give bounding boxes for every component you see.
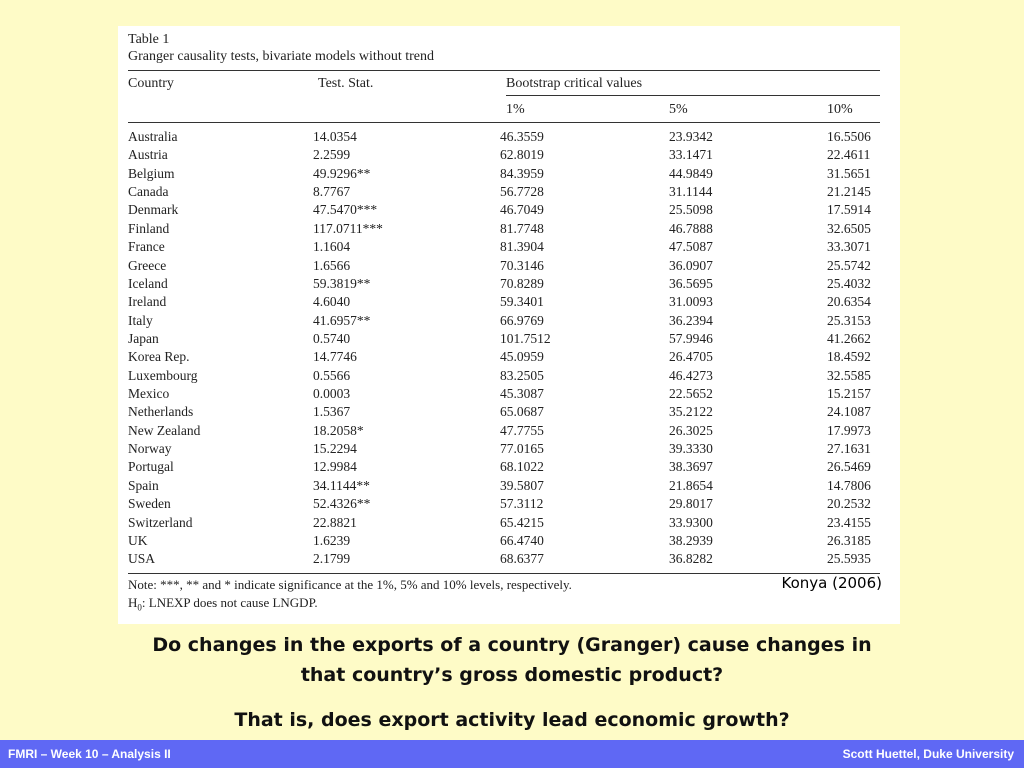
crit-10pct-cell: 25.3153: [827, 312, 871, 328]
test-stat-cell: 12.9984: [313, 459, 357, 475]
country-cell: France: [128, 239, 165, 255]
crit-1pct-cell: 45.0959: [500, 349, 544, 365]
country-cell: USA: [128, 551, 156, 567]
table-row: [118, 128, 900, 146]
crit-5pct-cell: 23.9342: [669, 129, 713, 144]
table-row: [118, 403, 900, 421]
test-stat-cell: 47.5470***: [313, 202, 378, 218]
table-row: [118, 257, 900, 275]
question-line-1: Do changes in the exports of a country (Granger) cause changes in: [152, 634, 872, 656]
crit-5pct-cell: 44.9849: [669, 165, 713, 181]
table-row: [118, 422, 900, 440]
crit-1pct-cell: 66.4740: [500, 532, 544, 548]
header-country: Country: [128, 76, 174, 91]
crit-1pct-cell: 65.4215: [500, 514, 544, 530]
hypothesis-note: [128, 595, 318, 613]
crit-5pct-cell: 38.2939: [669, 532, 713, 548]
table-row: [118, 275, 900, 293]
crit-5pct-cell: 26.3025: [669, 422, 713, 438]
crit-1pct-cell: 45.3087: [500, 386, 544, 402]
crit-5pct-cell: 36.5695: [669, 275, 713, 291]
crit-1pct-cell: 68.6377: [500, 551, 544, 567]
test-stat-cell: 117.0711***: [313, 220, 383, 236]
crit-5pct-cell: 33.1471: [669, 147, 713, 163]
header-10pct: 10%: [827, 102, 853, 117]
test-stat-cell: 18.2058*: [313, 422, 364, 438]
table-row: [118, 385, 900, 403]
country-cell: Ireland: [128, 294, 167, 310]
table-body: [118, 128, 900, 569]
crit-1pct-cell: 84.3959: [500, 165, 544, 181]
test-stat-cell: 1.6566: [313, 257, 351, 273]
crit-10pct-cell: 26.3185: [827, 532, 871, 548]
footer-author: Scott Huettel, Duke University: [842, 747, 1014, 761]
question-line-2: that country’s gross domestic product?: [300, 664, 724, 686]
table-row: [118, 532, 900, 550]
footer-bar: [0, 740, 1024, 768]
crit-1pct-cell: 46.3559: [500, 129, 544, 144]
bootstrap-rule: [506, 95, 880, 96]
crit-5pct-cell: 29.8017: [669, 496, 713, 512]
country-cell: Iceland: [128, 275, 168, 291]
test-stat-cell: 1.1604: [313, 239, 351, 255]
country-cell: Denmark: [128, 202, 179, 218]
country-cell: Sweden: [128, 496, 171, 512]
country-cell: Mexico: [128, 386, 170, 402]
crit-5pct-cell: 25.5098: [669, 202, 713, 218]
hypothesis-prefix: H: [128, 595, 138, 610]
test-stat-cell: 34.1144**: [313, 477, 370, 493]
crit-10pct-cell: 32.5585: [827, 367, 871, 383]
question-followup: That is, does export activity lead economic growth?: [234, 709, 790, 731]
country-cell: Netherlands: [128, 404, 194, 420]
crit-10pct-cell: 41.2662: [827, 330, 871, 346]
header-5pct: 5%: [669, 102, 688, 117]
country-cell: Finland: [128, 220, 170, 236]
crit-5pct-cell: 47.5087: [669, 239, 713, 255]
test-stat-cell: 2.2599: [313, 147, 351, 163]
crit-10pct-cell: 17.9973: [827, 422, 871, 438]
table-row: [118, 183, 900, 201]
crit-5pct-cell: 36.2394: [669, 312, 713, 328]
table-row: [118, 514, 900, 532]
table-row: [118, 458, 900, 476]
crit-5pct-cell: 46.4273: [669, 367, 713, 383]
crit-1pct-cell: 81.3904: [500, 239, 544, 255]
footer-course: FMRI – Week 10 – Analysis II: [8, 747, 171, 761]
header-test-stat: Test. Stat.: [318, 76, 374, 91]
test-stat-cell: 0.5740: [313, 330, 351, 346]
test-stat-cell: 59.3819**: [313, 275, 371, 291]
table-row: [118, 330, 900, 348]
header-bootstrap: Bootstrap critical values: [506, 76, 643, 91]
country-cell: Korea Rep.: [128, 349, 190, 365]
crit-5pct-cell: 36.0907: [669, 257, 713, 273]
crit-5pct-cell: 46.7888: [669, 220, 713, 236]
crit-10pct-cell: 25.5742: [827, 257, 871, 273]
table-row: [118, 440, 900, 458]
hypothesis-sub: 0: [137, 602, 142, 613]
country-cell: Norway: [128, 441, 172, 457]
test-stat-cell: 15.2294: [313, 441, 357, 457]
table-row: [118, 293, 900, 311]
country-cell: Luxembourg: [128, 367, 198, 383]
crit-10pct-cell: 18.4592: [827, 349, 871, 365]
country-cell: Japan: [128, 330, 159, 346]
crit-5pct-cell: 39.3330: [669, 441, 713, 457]
crit-1pct-cell: 66.9769: [500, 312, 544, 328]
crit-1pct-cell: 56.7728: [500, 184, 544, 200]
bottom-rule: [128, 573, 880, 574]
country-cell: Italy: [128, 312, 153, 328]
test-stat-cell: 1.5367: [313, 404, 351, 420]
citation: Konya (2006): [781, 574, 882, 592]
hypothesis-text: : LNEXP does not cause LNGDP.: [141, 595, 318, 610]
crit-10pct-cell: 16.5506: [827, 129, 871, 144]
crit-5pct-cell: 22.5652: [669, 386, 713, 402]
table-row: [118, 201, 900, 219]
crit-10pct-cell: 27.1631: [827, 441, 871, 457]
country-cell: New Zealand: [128, 422, 201, 438]
test-stat-cell: 14.7746: [313, 349, 357, 365]
test-stat-cell: 49.9296**: [313, 165, 371, 181]
table-row: [118, 238, 900, 256]
country-cell: UK: [128, 532, 148, 548]
country-cell: Switzerland: [128, 514, 193, 530]
top-rule: [128, 70, 880, 71]
table-row: [118, 477, 900, 495]
table-label: Table 1: [128, 32, 170, 47]
header-1pct: 1%: [506, 102, 525, 117]
crit-1pct-cell: 83.2505: [500, 367, 544, 383]
test-stat-cell: 41.6957**: [313, 312, 371, 328]
table-row: [118, 550, 900, 568]
crit-1pct-cell: 46.7049: [500, 202, 544, 218]
crit-10pct-cell: 20.2532: [827, 496, 871, 512]
test-stat-cell: 1.6239: [313, 532, 351, 548]
crit-10pct-cell: 14.7806: [827, 477, 871, 493]
crit-10pct-cell: 24.1087: [827, 404, 871, 420]
test-stat-cell: 4.6040: [313, 294, 351, 310]
table-row: [118, 367, 900, 385]
test-stat-cell: 14.0354: [313, 129, 357, 144]
test-stat-cell: 8.7767: [313, 184, 351, 200]
crit-5pct-cell: 21.8654: [669, 477, 713, 493]
crit-10pct-cell: 23.4155: [827, 514, 871, 530]
crit-1pct-cell: 77.0165: [500, 441, 544, 457]
crit-1pct-cell: 62.8019: [500, 147, 544, 163]
crit-5pct-cell: 33.9300: [669, 514, 713, 530]
table-caption: Granger causality tests, bivariate models without trend: [128, 49, 434, 64]
crit-10pct-cell: 21.2145: [827, 184, 871, 200]
test-stat-cell: 52.4326**: [313, 496, 371, 512]
table-row: [118, 220, 900, 238]
crit-10pct-cell: 31.5651: [827, 165, 871, 181]
country-cell: Spain: [128, 477, 159, 493]
crit-1pct-cell: 59.3401: [500, 294, 544, 310]
crit-5pct-cell: 38.3697: [669, 459, 713, 475]
crit-10pct-cell: 15.2157: [827, 386, 871, 402]
test-stat-cell: 22.8821: [313, 514, 357, 530]
crit-1pct-cell: 57.3112: [500, 496, 544, 512]
table-row: [118, 495, 900, 513]
table-row: [118, 146, 900, 164]
crit-10pct-cell: 32.6505: [827, 220, 871, 236]
crit-1pct-cell: 70.8289: [500, 275, 544, 291]
crit-10pct-cell: 33.3071: [827, 239, 871, 255]
table-row: [118, 165, 900, 183]
crit-5pct-cell: 31.1144: [669, 184, 713, 200]
crit-1pct-cell: 68.1022: [500, 459, 544, 475]
crit-10pct-cell: 26.5469: [827, 459, 871, 475]
question-text: [60, 630, 964, 690]
country-cell: Australia: [128, 129, 178, 144]
crit-1pct-cell: 65.0687: [500, 404, 544, 420]
crit-10pct-cell: 25.4032: [827, 275, 871, 291]
crit-5pct-cell: 26.4705: [669, 349, 713, 365]
crit-5pct-cell: 31.0093: [669, 294, 713, 310]
crit-1pct-cell: 81.7748: [500, 220, 544, 236]
crit-1pct-cell: 101.7512: [500, 330, 551, 346]
crit-5pct-cell: 36.8282: [669, 551, 713, 567]
country-cell: Portugal: [128, 459, 174, 475]
crit-5pct-cell: 35.2122: [669, 404, 713, 420]
table-note: Note: ***, ** and * indicate significance at the 1%, 5% and 10% levels, respectively.: [128, 577, 572, 592]
crit-10pct-cell: 25.5935: [827, 551, 871, 567]
country-cell: Canada: [128, 184, 169, 200]
test-stat-cell: 0.5566: [313, 367, 351, 383]
crit-1pct-cell: 47.7755: [500, 422, 544, 438]
crit-1pct-cell: 70.3146: [500, 257, 544, 273]
header-rule: [128, 122, 880, 123]
crit-5pct-cell: 57.9946: [669, 330, 713, 346]
test-stat-cell: 0.0003: [313, 386, 351, 402]
country-cell: Austria: [128, 147, 168, 163]
crit-1pct-cell: 39.5807: [500, 477, 544, 493]
table-row: [118, 348, 900, 366]
crit-10pct-cell: 20.6354: [827, 294, 871, 310]
test-stat-cell: 2.1799: [313, 551, 351, 567]
crit-10pct-cell: 22.4611: [827, 147, 871, 163]
table-row: [118, 312, 900, 330]
table-image: [118, 26, 900, 624]
country-cell: Belgium: [128, 165, 175, 181]
crit-10pct-cell: 17.5914: [827, 202, 871, 218]
country-cell: Greece: [128, 257, 167, 273]
